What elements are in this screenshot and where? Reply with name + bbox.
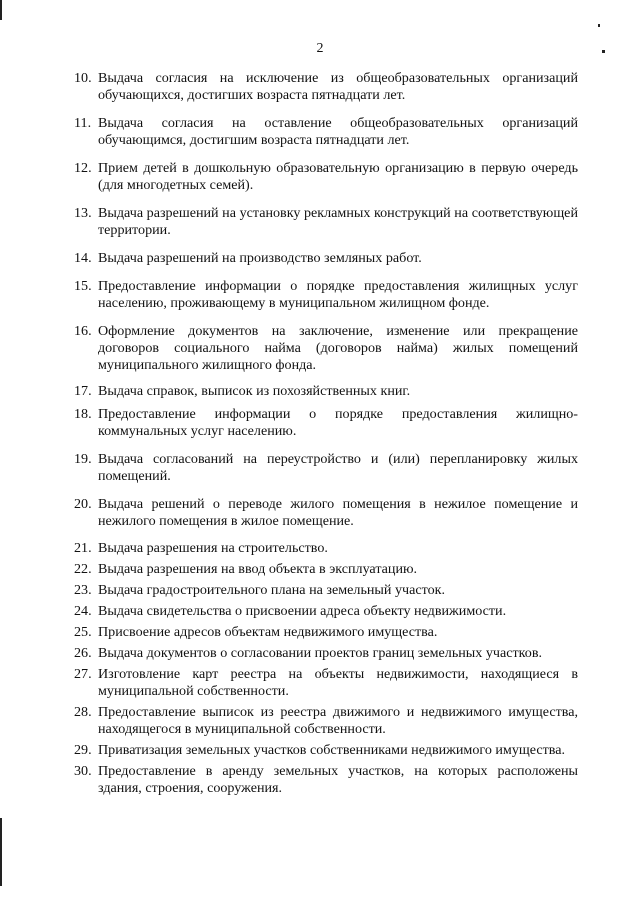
item-number: 21. bbox=[74, 540, 92, 556]
page-number: 2 bbox=[316, 41, 324, 56]
item-number: 26. bbox=[74, 645, 92, 661]
item-text: Выдача свидетельства о присвоении адреса объекту недвижимости. bbox=[98, 603, 507, 619]
item-number: 24. bbox=[74, 603, 92, 619]
item-number: 30. bbox=[74, 763, 92, 779]
item-text: Предоставление в аренду земельных участков, на которых расположены здания, строения, сооружения. bbox=[98, 763, 578, 796]
list-item bbox=[74, 205, 578, 239]
list-item bbox=[74, 763, 578, 797]
item-number: 12. bbox=[74, 160, 92, 176]
item-number: 20. bbox=[74, 496, 92, 512]
item-text: Предоставление информации о порядке предоставления жилищно-коммунальных услуг населению. bbox=[98, 406, 578, 439]
list-item bbox=[74, 540, 578, 557]
list-item bbox=[74, 406, 578, 440]
list-item bbox=[74, 70, 578, 104]
item-text: Выдача разрешений на установку рекламных конструкций на соответствующей территории. bbox=[98, 205, 578, 238]
item-number: 22. bbox=[74, 561, 92, 577]
list-item bbox=[74, 496, 578, 530]
list-item bbox=[74, 624, 578, 641]
list-item bbox=[74, 742, 578, 759]
item-text: Выдача разрешений на производство земляных работ. bbox=[98, 250, 422, 266]
item-text: Выдача согласия на исключение из общеобразовательных организаций обучающихся, достигших возраста пятнадцати лет. bbox=[98, 70, 578, 103]
list-item bbox=[74, 323, 578, 374]
list-item bbox=[74, 278, 578, 312]
item-number: 28. bbox=[74, 704, 92, 720]
item-text: Выдача разрешения на ввод объекта в эксплуатацию. bbox=[98, 561, 418, 577]
list-item bbox=[74, 250, 578, 267]
item-number: 29. bbox=[74, 742, 92, 758]
scan-edge-mark bbox=[0, 818, 2, 886]
list-item bbox=[74, 451, 578, 485]
list-item bbox=[74, 383, 578, 400]
list-item bbox=[74, 160, 578, 194]
item-text: Выдача справок, выписок из похозяйственных книг. bbox=[98, 383, 411, 399]
item-number: 16. bbox=[74, 323, 92, 339]
item-number: 25. bbox=[74, 624, 92, 640]
item-number: 13. bbox=[74, 205, 92, 221]
item-text: Выдача согласия на оставление общеобразовательных организаций обучающимся, достигшим возраста пятнадцати лет. bbox=[98, 115, 578, 148]
item-text: Присвоение адресов объектам недвижимого имущества. bbox=[98, 624, 438, 640]
list-item bbox=[74, 704, 578, 738]
item-text: Оформление документов на заключение, изменение или прекращение договоров социального найма (договоров найма) жилых помещений муниципального жилищного фонда. bbox=[98, 323, 578, 373]
item-text: Изготовление карт реестра на объекты недвижимости, находящиеся в муниципальной собственности. bbox=[98, 666, 578, 699]
item-text: Приватизация земельных участков собственниками недвижимого имущества. bbox=[98, 742, 566, 758]
scan-speck bbox=[598, 24, 600, 27]
list-item bbox=[74, 666, 578, 700]
item-number: 19. bbox=[74, 451, 92, 467]
item-number: 14. bbox=[74, 250, 92, 266]
item-text: Предоставление информации о порядке предоставления жилищных услуг населению, проживающему в муниципальном жилищном фонде. bbox=[98, 278, 578, 311]
list-item bbox=[74, 645, 578, 662]
item-text: Выдача документов о согласовании проектов границ земельных участков. bbox=[98, 645, 542, 661]
list-item bbox=[74, 582, 578, 599]
item-text: Предоставление выписок из реестра движимого и недвижимого имущества, находящегося в муниципальной собственности. bbox=[98, 704, 578, 737]
item-number: 15. bbox=[74, 278, 92, 294]
list-item bbox=[74, 603, 578, 620]
item-text: Выдача согласований на переустройство и (или) перепланировку жилых помещений. bbox=[98, 451, 578, 484]
list-item bbox=[74, 561, 578, 578]
item-text: Выдача градостроительного плана на земельный участок. bbox=[98, 582, 445, 598]
item-number: 27. bbox=[74, 666, 92, 682]
list-item bbox=[74, 115, 578, 149]
item-number: 17. bbox=[74, 383, 92, 399]
scan-edge-mark bbox=[0, 0, 2, 20]
services-list bbox=[74, 64, 578, 797]
item-text: Выдача разрешения на строительство. bbox=[98, 540, 328, 556]
item-text: Выдача решений о переводе жилого помещения в нежилое помещение и нежилого помещения в жилое помещение. bbox=[98, 496, 578, 529]
item-number: 18. bbox=[74, 406, 92, 422]
item-text: Прием детей в дошкольную образовательную организацию в первую очередь (для многодетных семей). bbox=[98, 160, 578, 193]
item-number: 23. bbox=[74, 582, 92, 598]
item-number: 11. bbox=[74, 115, 92, 131]
item-number: 10. bbox=[74, 70, 92, 86]
